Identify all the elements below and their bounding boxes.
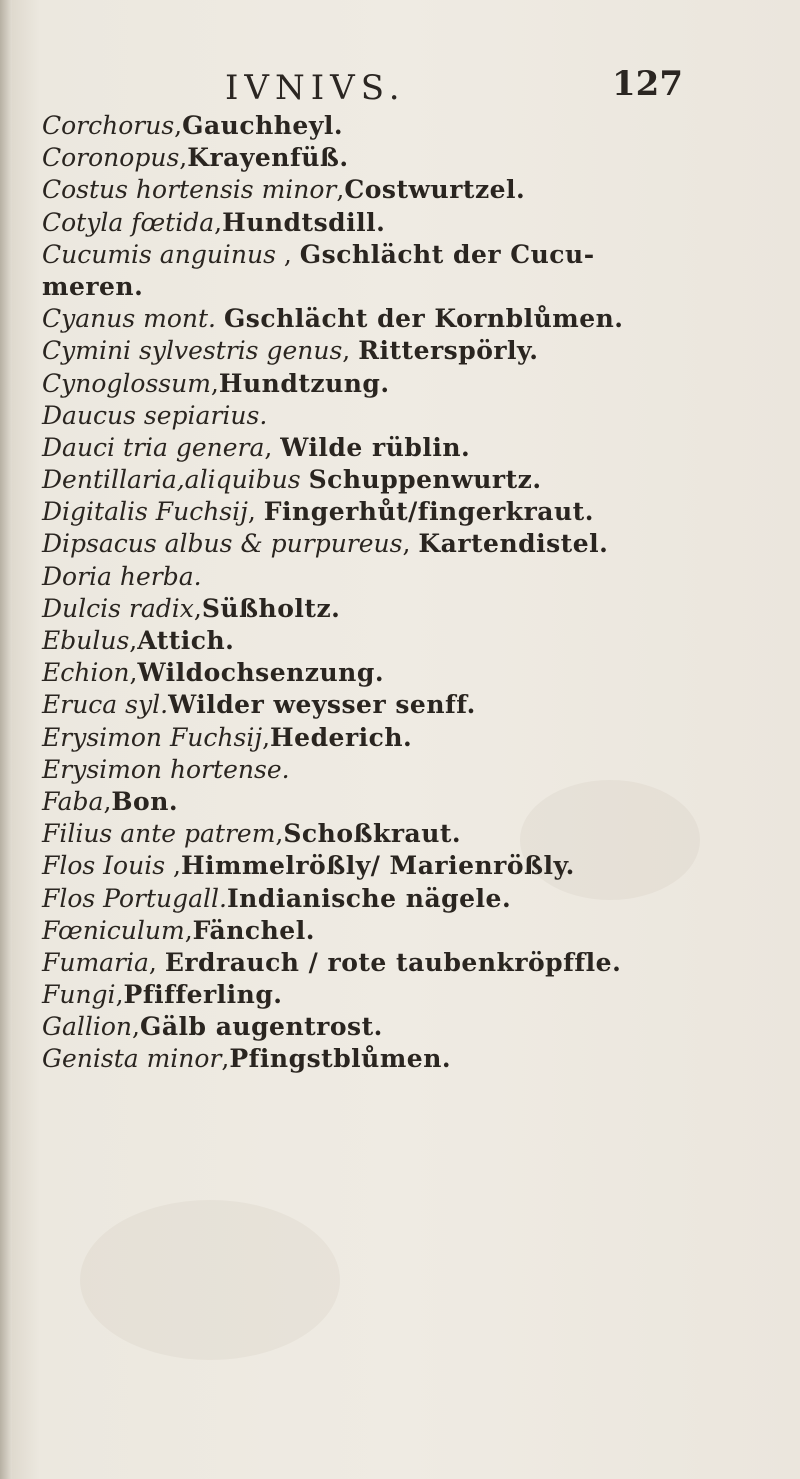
latin-name: Flos Portugall. [42,883,227,913]
entry-line [42,1011,782,1043]
entry-line [42,883,782,915]
latin-name: Erysimon hortense. [42,754,290,784]
separator: , [184,915,193,945]
entry-line [42,689,782,721]
entry-list [42,110,782,1076]
entry-line [42,979,782,1011]
latin-name: Ebulus [42,626,130,655]
german-name: Gauchheyl. [182,111,344,140]
entry-line [42,722,782,754]
separator: , [342,336,359,366]
german-name: Fänchel. [192,915,315,945]
separator: , [402,529,419,559]
latin-name: Digitalis Fuchsij [42,497,248,527]
german-name: Indianische nägele. [226,883,512,913]
separator: , [174,111,183,140]
running-head: IVNIVS. [225,68,406,108]
latin-name: Cyanus mont. [42,304,216,334]
latin-name: Cucumis anguinus [42,239,276,269]
latin-name: Daucus sepiarius. [42,400,268,430]
separator: , [165,851,181,881]
german-name: Wildochsenzung. [137,658,385,688]
german-name: Hundtsdill. [222,207,386,237]
entry-line [42,947,782,979]
german-name: Wilder weysser senff. [168,690,476,720]
latin-name: Genista minor [42,1044,222,1074]
german-name: Wilde rüblin. [280,432,471,462]
latin-name: Fœniculum [42,915,185,945]
entry-line [42,110,782,142]
separator: , [262,722,271,752]
entry-line [42,368,782,400]
latin-name: Flos Iouis [42,851,166,881]
german-name: Attich. [137,626,235,655]
separator: , [148,947,165,977]
latin-name: Gallion [42,1012,133,1042]
entry-line [42,496,782,528]
separator: , [129,626,138,655]
separator: , [214,207,223,237]
entry-line [42,142,782,174]
entry-line [42,528,782,560]
entry-line [42,335,782,367]
latin-name: Cotyla fœtida [42,207,215,237]
german-name: Hederich. [270,722,413,752]
german-name: Pfingstblůmen. [229,1044,452,1074]
latin-name: Dentillaria,aliquibus [42,465,301,495]
entry-line [42,271,782,303]
separator: , [193,593,202,623]
entry-line [42,400,782,432]
separator: , [247,497,264,527]
separator: , [179,143,188,173]
german-name: Krayenfüß. [187,143,349,173]
entry-line [42,1043,782,1075]
entry-line [42,850,782,882]
german-name: Gschlächt der Kornblůmen. [223,304,624,334]
german-name: Ritterspörly. [358,336,539,366]
separator: , [132,1012,140,1042]
entry-line [42,561,782,593]
entry-line [42,657,782,689]
latin-name: Cymini sylvestris genus [42,336,343,366]
entry-line [42,207,782,239]
german-name: Schuppenwurtz. [308,465,542,495]
entry-line [42,625,782,657]
german-name: Costwurtzel. [344,175,526,205]
separator: , [336,175,345,205]
separator: , [129,658,138,688]
latin-name: Fungi [42,980,116,1010]
separator: , [221,1044,230,1074]
latin-name: Costus hortensis minor [42,175,337,205]
german-name: Bon. [111,786,179,816]
german-name: Himmelrößly/ Marienrößly. [180,851,575,881]
latin-name: Cynoglossum [42,368,211,398]
latin-name: Fumaria [42,947,149,977]
entry-line [42,303,782,335]
entry-line [42,174,782,206]
latin-name: Echion [42,658,130,688]
latin-name: Doria herba. [42,561,202,591]
german-name: Hundtzung. [218,368,390,398]
entry-line [42,915,782,947]
german-name: Süßholtz. [201,593,341,623]
latin-name: Dauci tria genera [42,432,265,462]
separator: , [264,432,281,462]
latin-name: Erysimon Fuchsij [42,722,263,752]
latin-name: Eruca syl. [42,690,169,720]
latin-name: Dulcis radix [42,593,194,623]
german-name: Gschlächt der Cucu- [299,239,595,269]
entry-line [42,432,782,464]
entry-line [42,593,782,625]
german-name: Kartendistel. [418,529,609,559]
german-name: Pfifferling. [123,980,283,1010]
latin-name: Faba [42,786,104,816]
german-name: Gälb augentrost. [139,1012,383,1042]
german-name: Schoßkraut. [283,819,462,849]
separator [301,465,309,494]
separator: , [115,980,124,1010]
latin-name: Dipsacus albus & purpureus [42,529,403,559]
separator: , [210,368,219,398]
paper-stain [80,1200,340,1360]
separator: , [275,239,300,269]
page-gutter [0,0,12,1479]
entry-line [42,786,782,818]
latin-name: Corchorus [42,111,175,140]
latin-name: Coronopus [42,143,180,173]
entry-line [42,239,782,271]
german-name: Erdrauch / rote taubenkröpffle. [164,947,622,977]
entry-line [42,754,782,786]
german-name: meren. [42,271,144,301]
page-number: 127 [612,64,683,104]
entry-line [42,818,782,850]
german-name: Fingerhůt/fingerkraut. [263,497,594,527]
separator: , [103,786,112,816]
separator [216,304,224,333]
entry-line [42,464,782,496]
latin-name: Filius ante patrem [42,819,276,849]
separator: , [275,819,284,849]
